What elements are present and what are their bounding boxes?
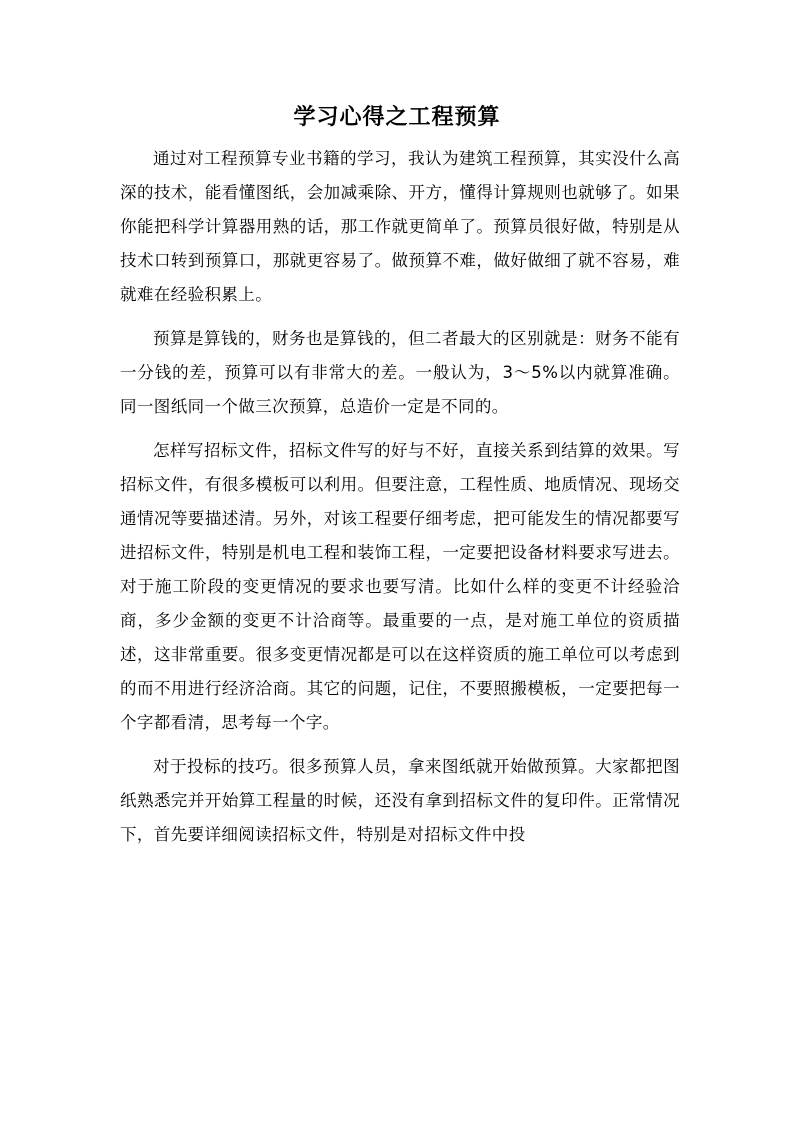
document-body bbox=[120, 142, 680, 862]
paragraph-1: 通过对工程预算专业书籍的学习，我认为建筑工程预算，其实没什么高深的技术，能看懂图纸，会加减乘除、开方，懂得计算规则也就够了。如果你能把科学计算器用熟的话，那工作就更简单了。预算员很好做，特别是从技术口转到预算口，那就更容易了。做预算不难，做好做细了就不容易，难就难在经验积累上。 bbox=[120, 149, 680, 304]
paragraph-2: 预算是算钱的，财务也是算钱的，但二者最大的区别就是：财务不能有一分钱的差，预算可以有非常大的差。一般认为，3～5%以内就算准确。同一图纸同一个做三次预算，总造价一定是不同的。 bbox=[120, 329, 680, 416]
paragraph-3: 怎样写招标文件，招标文件写的好与不好，直接关系到结算的效果。写招标文件，有很多模板可以利用。但要注意，工程性质、地质情况、现场交通情况等要描述清。另外，对该工程要仔细考虑，把可能发生的情况都要写进招标文件，特别是机电工程和装饰工程，一定要把设备材料要求写进去。对于施工阶段的变更情况的要求也要写清。比如什么样的变更不计经验洽商，多少金额的变更不计洽商等。最重要的一点，是对施工单位的资质描述，这非常重要。很多变更情况都是可以在这样资质的施工单位可以考虑到的而不用进行经济洽商。其它的问题，记住，不要照搬模板，一定要把每一个字都看清，思考每一个字。 bbox=[120, 441, 680, 732]
paragraph-4: 对于投标的技巧。很多预算人员，拿来图纸就开始做预算。大家都把图纸熟悉完并开始算工程量的时候，还没有拿到招标文件的复印件。正常情况下，首先要详细阅读招标文件，特别是对招标文件中投 bbox=[120, 757, 680, 844]
document-title: 学习心得之工程预算 bbox=[293, 104, 501, 130]
